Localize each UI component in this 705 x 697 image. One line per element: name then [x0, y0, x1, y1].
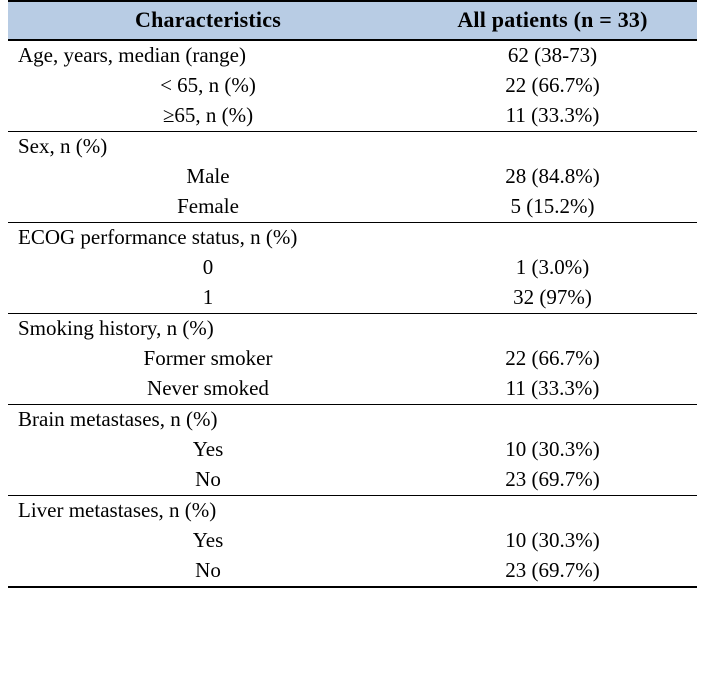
table-row — [8, 344, 697, 374]
table-row — [8, 223, 697, 254]
row-value: 62 (38-73) — [408, 40, 697, 71]
row-label: ECOG performance status, n (%) — [8, 223, 408, 254]
row-value: 10 (30.3%) — [408, 435, 697, 465]
table-row — [8, 253, 697, 283]
row-value: 28 (84.8%) — [408, 162, 697, 192]
row-label: Smoking history, n (%) — [8, 314, 408, 345]
table-row — [8, 496, 697, 527]
row-label: No — [8, 465, 408, 496]
row-value — [408, 405, 697, 436]
row-value: 22 (66.7%) — [408, 344, 697, 374]
table-row — [8, 192, 697, 223]
row-label: Female — [8, 192, 408, 223]
patient-characteristics-table — [8, 0, 697, 588]
row-label: Yes — [8, 435, 408, 465]
table-row — [8, 526, 697, 556]
table-row — [8, 435, 697, 465]
row-value: 23 (69.7%) — [408, 556, 697, 587]
row-value: 1 (3.0%) — [408, 253, 697, 283]
column-header-all-patients: All patients (n = 33) — [408, 1, 697, 40]
row-label: Sex, n (%) — [8, 132, 408, 163]
column-header-characteristics: Characteristics — [8, 1, 408, 40]
row-label: Brain metastases, n (%) — [8, 405, 408, 436]
row-value: 10 (30.3%) — [408, 526, 697, 556]
table-header — [8, 1, 697, 40]
row-label: < 65, n (%) — [8, 71, 408, 101]
row-label: No — [8, 556, 408, 587]
row-value: 22 (66.7%) — [408, 71, 697, 101]
row-label: Liver metastases, n (%) — [8, 496, 408, 527]
table-row — [8, 162, 697, 192]
row-value: 5 (15.2%) — [408, 192, 697, 223]
row-label: Yes — [8, 526, 408, 556]
table-row — [8, 40, 697, 71]
table-row — [8, 132, 697, 163]
row-label: Age, years, median (range) — [8, 40, 408, 71]
table-header-row — [8, 1, 697, 40]
row-value: 32 (97%) — [408, 283, 697, 314]
table-row — [8, 405, 697, 436]
row-label: Former smoker — [8, 344, 408, 374]
table-row — [8, 283, 697, 314]
table-row — [8, 374, 697, 405]
table-row — [8, 71, 697, 101]
row-value — [408, 132, 697, 163]
table-row — [8, 556, 697, 587]
table-row — [8, 465, 697, 496]
row-value — [408, 314, 697, 345]
row-label: Never smoked — [8, 374, 408, 405]
row-value: 11 (33.3%) — [408, 101, 697, 132]
table-row — [8, 101, 697, 132]
row-label: 1 — [8, 283, 408, 314]
table-row — [8, 314, 697, 345]
row-label: 0 — [8, 253, 408, 283]
row-value — [408, 496, 697, 527]
row-value: 11 (33.3%) — [408, 374, 697, 405]
row-label: Male — [8, 162, 408, 192]
table-body — [8, 40, 697, 587]
row-label: ≥65, n (%) — [8, 101, 408, 132]
row-value: 23 (69.7%) — [408, 465, 697, 496]
row-value — [408, 223, 697, 254]
